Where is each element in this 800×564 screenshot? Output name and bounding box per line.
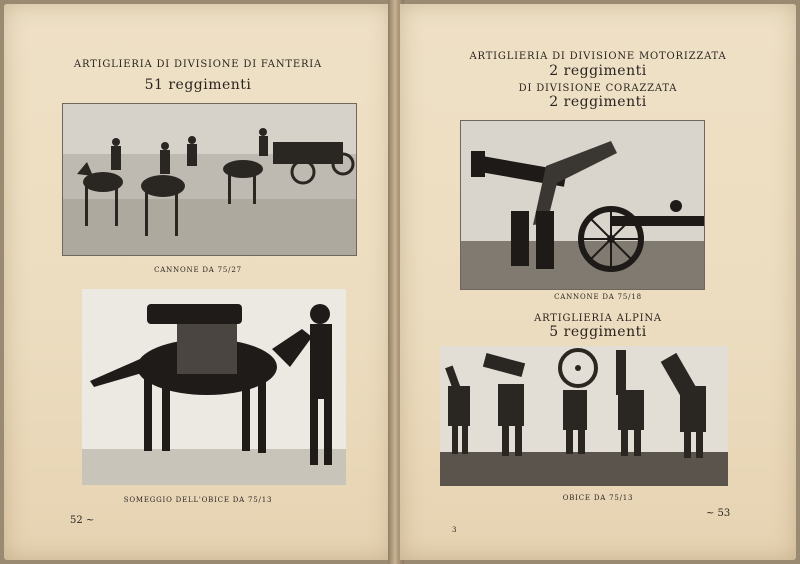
left-photo1-caption: CANNONE DA 75/27 xyxy=(154,266,242,274)
right-photo1-caption: CANNONE DA 75/18 xyxy=(554,293,642,301)
left-heading-title: ARTIGLIERIA DI DIVISIONE DI FANTERIA xyxy=(73,59,323,70)
right-margin-mark: 3 xyxy=(452,526,457,534)
right-photo2-caption: OBICE DA 75/13 xyxy=(562,494,634,502)
left-photo2-caption: SOMEGGIO DELL'OBICE DA 75/13 xyxy=(123,496,273,504)
left-heading-count: 51 reggimenti xyxy=(144,77,252,93)
right-heading-count: 2 reggimenti xyxy=(549,63,647,79)
right-page xyxy=(400,4,796,560)
right-heading-title: ARTIGLIERIA DI DIVISIONE MOTORIZZATA xyxy=(469,51,727,62)
right-heading-alpina: ARTIGLIERIA ALPINA xyxy=(534,313,662,324)
photo-cannone-75-18 xyxy=(460,120,705,290)
photo-cannone-75-27 xyxy=(62,103,357,256)
photo-obice-75-13 xyxy=(440,346,728,486)
left-page-number: 52 ~ xyxy=(70,515,95,526)
right-heading-subtitle: DI DIVISIONE CORAZZATA xyxy=(518,83,678,94)
left-page xyxy=(4,4,392,560)
right-heading-subcount: 2 reggimenti xyxy=(549,94,647,110)
photo-someggio-obice xyxy=(82,289,346,485)
right-page-number: ~ 53 xyxy=(706,508,731,519)
right-heading-alpina-count: 5 reggimenti xyxy=(549,324,647,340)
